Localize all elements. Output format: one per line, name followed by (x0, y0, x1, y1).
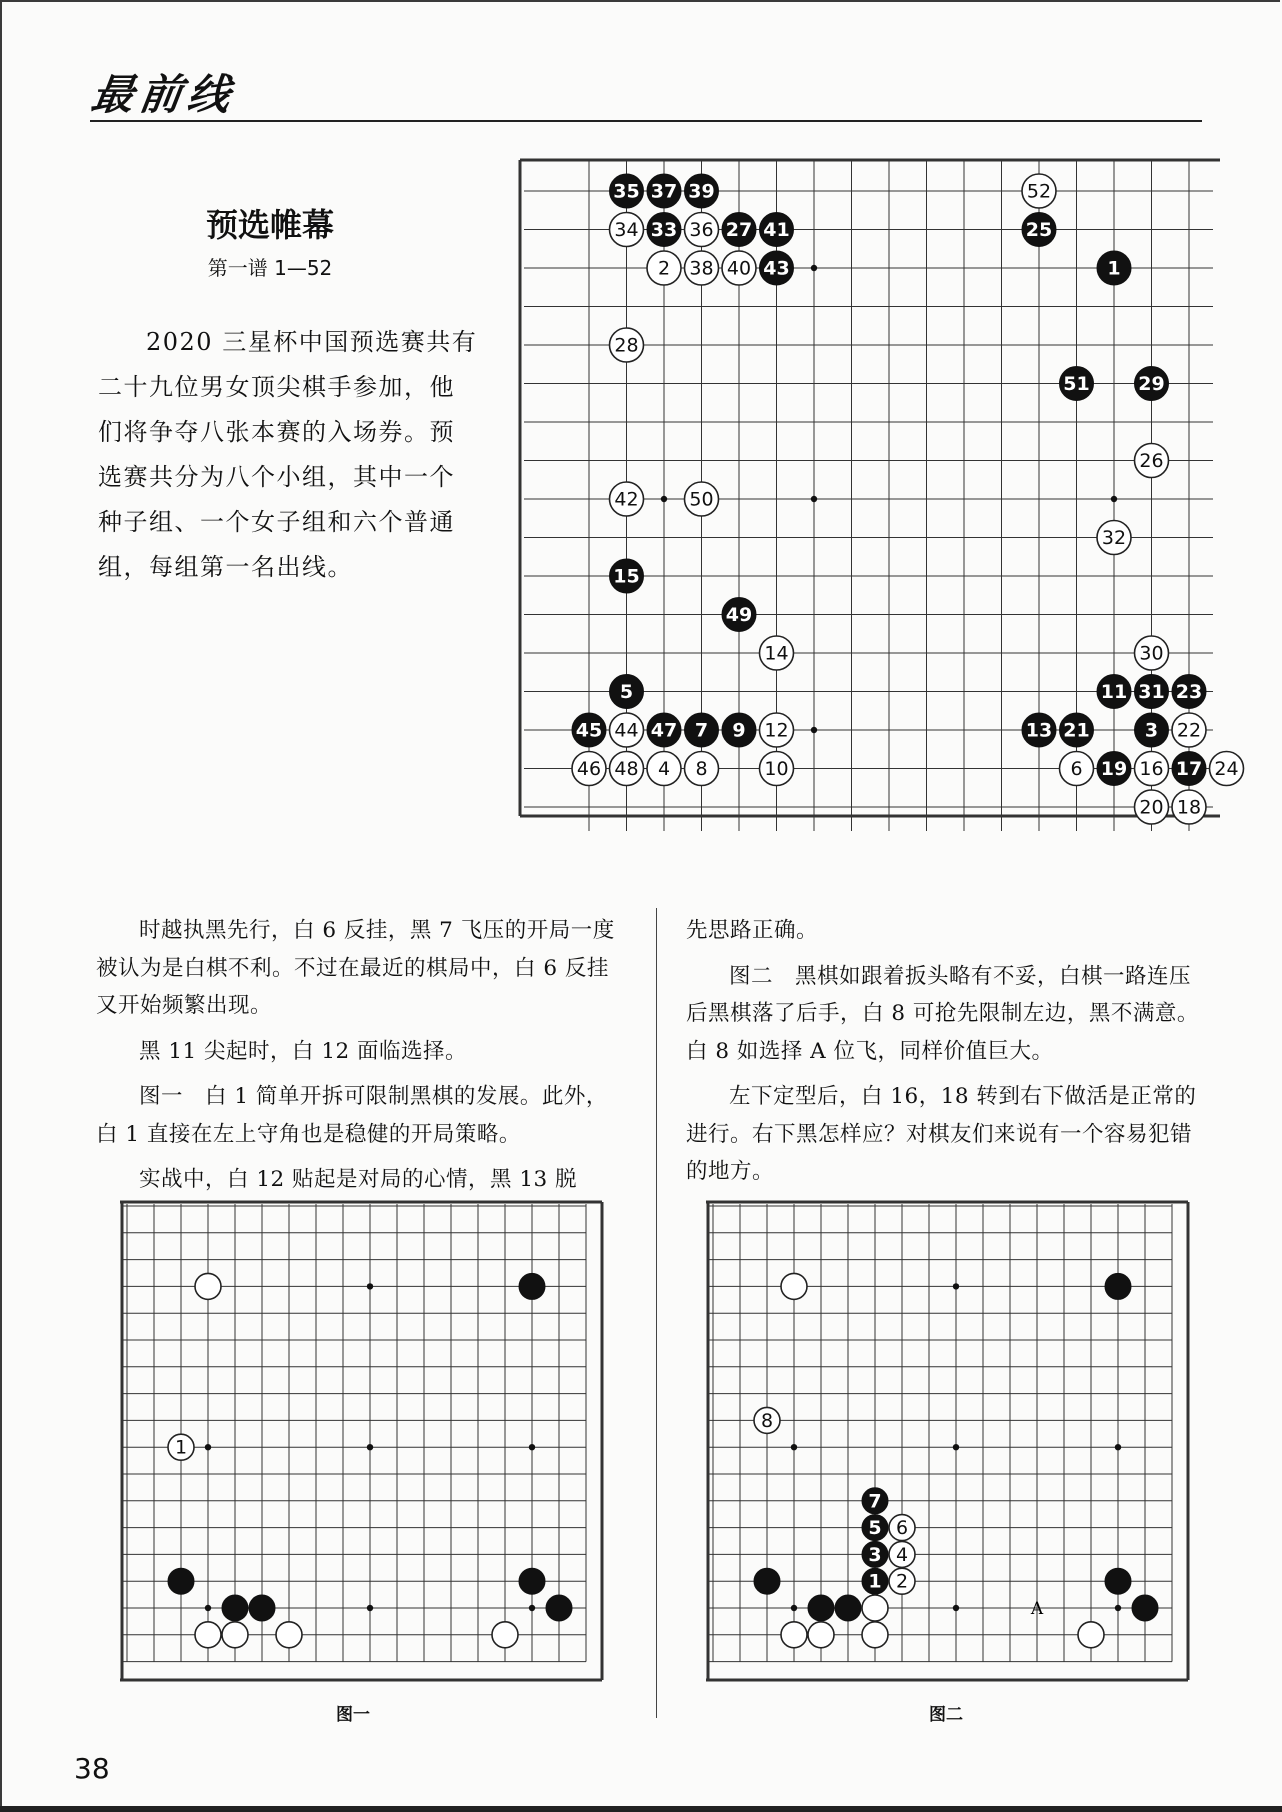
star-point (205, 1605, 211, 1611)
move-number: 44 (614, 719, 639, 742)
star-point (367, 1605, 373, 1611)
star-point (367, 1283, 373, 1289)
move-number: 1 (868, 1570, 882, 1593)
move-number: 6 (1070, 758, 1083, 780)
black-stone (808, 1595, 834, 1621)
intro-paragraph: 2020 三星杯中国预选赛共有二十九位男女顶尖棋手参加，他们将争夺八张本赛的入场券。预选赛共分为八个小组，其中一个种子组、一个女子组和六个普通组，每组第一名出线。 (98, 328, 478, 581)
paragraph: 先思路正确。 (686, 918, 819, 943)
black-stone (1105, 1273, 1131, 1299)
move-number: 35 (613, 180, 640, 203)
move-number: 1 (174, 1436, 188, 1459)
paragraph: 实战中，白 12 贴起是对局的心情，黑 13 脱 (139, 1167, 578, 1192)
black-stone (249, 1595, 275, 1621)
bottom-bar (0, 1806, 1282, 1812)
main-game-diagram (512, 152, 1239, 822)
white-stone (1078, 1622, 1104, 1648)
move-number: 51 (1063, 373, 1090, 395)
paragraph: 黑 11 尖起时，白 12 面临选择。 (139, 1038, 468, 1064)
move-number: 16 (1139, 758, 1164, 780)
point-a-label: A (1030, 1599, 1044, 1619)
move-number: 30 (1139, 642, 1164, 665)
move-number: 5 (868, 1517, 882, 1540)
move-number: 4 (895, 1543, 909, 1566)
move-number: 3 (868, 1543, 882, 1566)
move-number: 7 (694, 719, 709, 742)
move-number: 28 (614, 334, 639, 357)
move-number: 25 (1025, 219, 1053, 241)
star-point (791, 1605, 797, 1611)
move-number: 5 (619, 681, 634, 703)
move-number: 23 (1175, 681, 1203, 703)
move-number: 9 (732, 719, 746, 742)
star-point (1111, 496, 1117, 502)
move-number: 27 (725, 219, 753, 241)
black-stone (168, 1568, 194, 1594)
star-point (367, 1444, 373, 1450)
star-point (205, 1444, 211, 1450)
move-number: 33 (650, 219, 678, 241)
move-number: 18 (1176, 796, 1202, 819)
black-stone (222, 1595, 248, 1621)
white-stone (195, 1273, 221, 1299)
paragraph: 图一 白 1 简单开拆可限制黑棋的发展。此外，白 1 直接在左上守角也是稳健的开局策略。 (96, 1084, 608, 1147)
move-number: 26 (1139, 450, 1164, 472)
figure-2-caption: 图二 (929, 1705, 963, 1725)
move-number: 13 (1025, 719, 1053, 742)
paragraph: 图二 黑棋如跟着扳头略有不妥，白棋一路连压后黑棋落了后手，白 8 可抢先限制左边，黑不满意。白 8 如选择 A 位飞，同样价值巨大。 (686, 963, 1199, 1064)
move-number: 8 (695, 758, 708, 780)
black-stone (519, 1568, 545, 1594)
move-number: 41 (763, 219, 790, 241)
black-stone (754, 1568, 780, 1594)
white-stone (222, 1622, 248, 1648)
page-number: 38 (74, 1752, 110, 1785)
move-number: 4 (657, 758, 671, 780)
move-number: 11 (1100, 681, 1128, 703)
move-number: 48 (614, 758, 639, 780)
move-number: 22 (1176, 719, 1202, 742)
star-point (811, 496, 817, 502)
black-stone (1105, 1568, 1131, 1594)
move-number: 12 (764, 719, 789, 742)
column-divider (656, 908, 657, 1718)
move-number: 34 (614, 219, 639, 241)
white-stone (195, 1622, 221, 1648)
star-point (1115, 1444, 1121, 1450)
move-number: 19 (1100, 758, 1128, 780)
figure-1-caption: 图一 (336, 1705, 370, 1725)
right-text-column (686, 912, 1206, 1199)
move-number: 43 (763, 257, 790, 280)
star-point (1115, 1605, 1121, 1611)
article-subtitle: 第一谱 1—52 (207, 256, 333, 280)
move-number: 3 (1144, 719, 1159, 742)
white-stone (862, 1595, 888, 1621)
move-number: 52 (1026, 180, 1052, 203)
star-point (953, 1444, 959, 1450)
move-number: 7 (868, 1490, 882, 1513)
star-point (661, 496, 667, 502)
move-number: 36 (689, 219, 714, 241)
move-number: 39 (688, 180, 715, 203)
left-text-column (96, 912, 616, 1207)
move-number: 8 (760, 1409, 774, 1432)
move-number: 17 (1175, 758, 1203, 780)
move-number: 10 (764, 758, 789, 780)
white-stone (781, 1622, 807, 1648)
paragraph: 左下定型后，白 16，18 转到右下做活是正常的进行。右下黑怎样应？对棋友们来说有一个容易犯错的地方。 (686, 1084, 1197, 1184)
star-point (953, 1283, 959, 1289)
star-point (953, 1605, 959, 1611)
move-number: 1 (1107, 257, 1121, 280)
star-point (791, 1444, 797, 1450)
star-point (811, 265, 817, 271)
white-stone (492, 1622, 518, 1648)
star-point (811, 727, 817, 733)
black-stone (546, 1595, 572, 1621)
move-number: 24 (1214, 758, 1239, 780)
star-point (529, 1444, 535, 1450)
figure-1-diagram (116, 1198, 606, 1684)
black-stone (835, 1595, 861, 1621)
move-number: 45 (575, 719, 603, 742)
paragraph: 时越执黑先行，白 6 反挂，黑 7 飞压的开局一度被认为是白棋不利。不过在最近的棋局中，白 6 反挂又开始频繁出现。 (96, 918, 615, 1018)
move-number: 42 (614, 488, 639, 511)
move-number: 2 (895, 1570, 909, 1593)
move-number: 31 (1138, 681, 1165, 703)
figure-2-diagram (702, 1198, 1192, 1684)
move-number: 47 (650, 719, 678, 742)
article-title: 预选帷幕 (205, 206, 334, 244)
move-number: 40 (726, 257, 752, 280)
move-number: 49 (725, 604, 753, 626)
header-rule (90, 120, 1202, 122)
white-stone (862, 1622, 888, 1648)
move-number: 20 (1139, 796, 1164, 819)
white-stone (781, 1273, 807, 1299)
star-point (529, 1605, 535, 1611)
move-number: 29 (1138, 373, 1165, 395)
move-number: 38 (689, 257, 714, 280)
move-number: 2 (657, 257, 671, 280)
white-stone (276, 1622, 302, 1648)
move-number: 50 (689, 488, 714, 511)
move-number: 32 (1101, 527, 1127, 549)
move-number: 14 (764, 642, 789, 665)
move-number: 6 (895, 1517, 909, 1540)
black-stone (1132, 1595, 1158, 1621)
move-number: 46 (576, 758, 602, 780)
column-title: 最前线 (88, 70, 240, 119)
white-stone (808, 1622, 834, 1648)
black-stone (519, 1273, 545, 1299)
move-number: 21 (1063, 719, 1090, 742)
move-number: 37 (650, 180, 678, 203)
move-number: 15 (613, 565, 640, 588)
